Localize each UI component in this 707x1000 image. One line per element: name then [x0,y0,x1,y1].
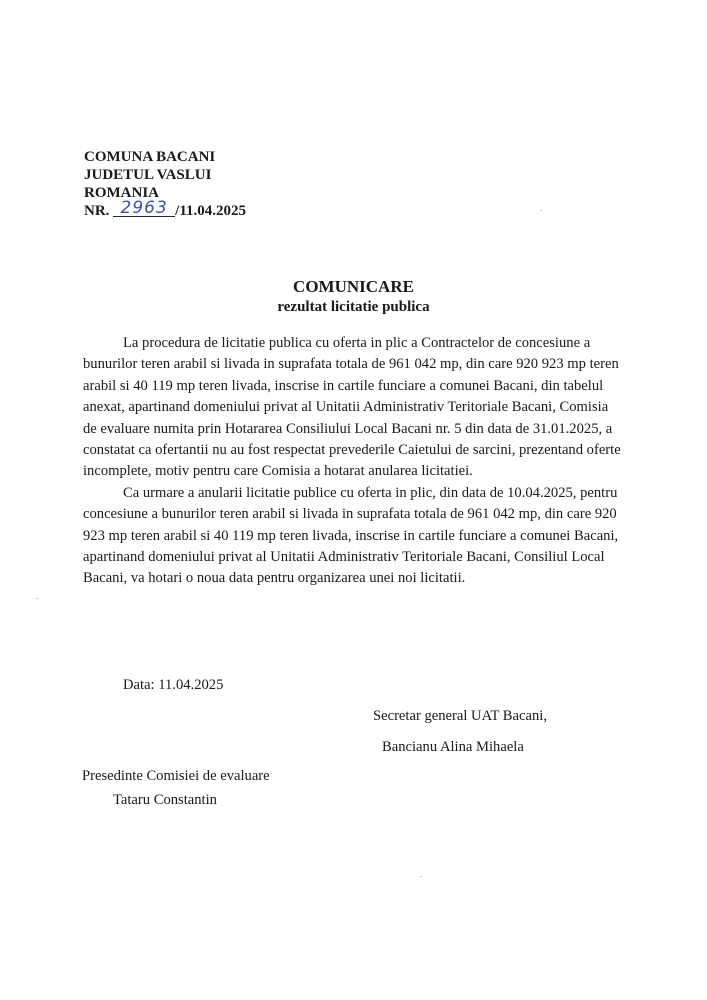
document-title-block [0,276,707,317]
body-paragraph-1: La procedura de licitatie publica cu oferta in plic a Contractelor de concesiune a bunurilor teren arabil si livada in suprafata totala de 961 042 mp, din care 920 923 mp teren arabil si 40 119 mp teren livada, inscrise in cartile funciare a comunei Bacani, din tabelul anexat, apartinand domeniului privat al Unitatii Administrativ Teritoriale Bacani, Comisia de evaluare numita prin Hotararea Consiliului Local Bacani nr. 5 din data de 31.01.2025, a constatat ca ofertantii nu au fost respectat prevederile Caietului de sarcini, prezentand oferte incomplete, motiv pentru care Comisia a hotarat anularea licitatiei. [83,335,621,480]
commune-name: COMUNA BACANI [84,149,216,165]
handwritten-registration-number: 2963 [113,200,175,217]
country-name: ROMANIA [84,185,159,201]
body-paragraph-2: Ca urmare a anularii licitatie publice cu oferta in plic, din data de 10.04.2025, pentru concesiune a bunurilor teren arabil si livada in suprafata totala de 961 042 mp, din care 920 923 mp teren arabil si 40 119 mp teren livada, inscrise in cartile funciare a comunei Bacani, apartinand domeniului privat al Unitatii Administrativ Teritoriale Bacani, Consiliul Local Bacani, va hotari o noua data pentru organizarea unei noi licitatii. [83,484,619,587]
president-title: Presedinte Comisiei de evaluare [82,768,270,784]
document-subtitle: rezultat licitatie publica [277,299,430,315]
nr-prefix: NR. [84,203,110,219]
document-date: Data: 11.04.2025 [123,677,224,693]
scan-speck [540,210,542,211]
registration-number-line [84,198,247,220]
document-title: COMUNICARE [293,277,414,296]
president-name: Tataru Constantin [113,792,217,808]
document-header [84,148,246,220]
scan-speck [420,876,422,877]
county-name: JUDETUL VASLUI [84,167,212,183]
scan-speck [36,598,38,599]
registration-date: /11.04.2025 [175,203,247,219]
secretary-name: Bancianu Alina Mihaela [382,739,524,755]
document-body [83,333,625,590]
secretary-title: Secretar general UAT Bacani, [373,708,547,724]
